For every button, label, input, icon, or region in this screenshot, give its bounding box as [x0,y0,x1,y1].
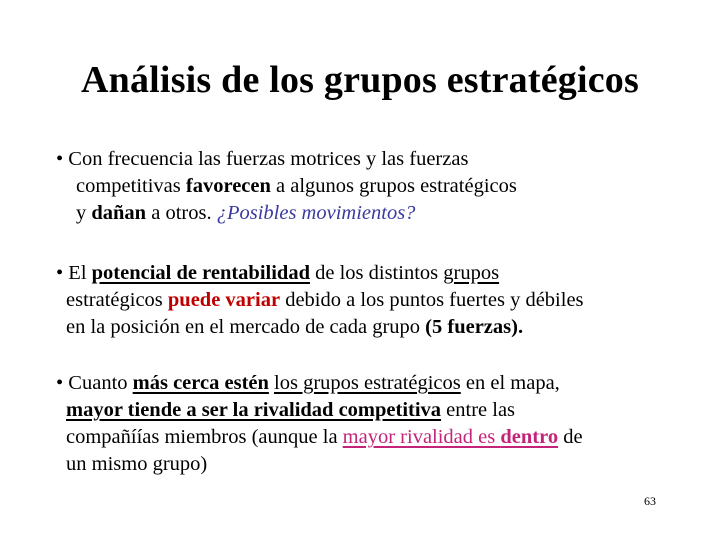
text-span: estratégicos [66,289,168,311]
bullet-1-line-1: • Con frecuencia las fuerzas motrices y las fuerzas [56,148,469,170]
bullet-2-line-2 [56,287,584,314]
text-span: debido a los puntos fuertes y débiles [280,289,584,311]
bullet-1 [56,146,517,227]
text-span: a algunos grupos estratégicos [270,175,517,197]
potencial-emphasis: potencial de rentabilidad [91,262,310,284]
text-span: a otros. [146,202,217,224]
bullet-1-line-3 [56,200,517,227]
bullet-2-line-3 [56,314,584,341]
text-span: en el mapa, [460,372,560,394]
question-text: ¿Posibles movimientos? [216,202,416,224]
cinco-fuerzas-emphasis: (5 fuerzas). [425,316,524,338]
bullet-3-line-4: un mismo grupo) [66,453,208,475]
bullet-1-line-2 [56,173,517,200]
page-number: 63 [644,494,656,508]
text-span: compañíías miembros (aunque la [66,426,343,448]
mayor-rivalidad-highlight: mayor rivalidad es [342,426,501,448]
text-span: de [558,426,583,448]
text-span: • El [56,262,92,284]
text-span: entre las [441,399,516,421]
bullet-3 [56,370,583,478]
text-span: • Cuanto [56,372,133,394]
bullet-2 [56,260,584,341]
bullet-3-line-1 [56,370,583,397]
favorecen-emphasis: favorecen [185,175,271,197]
bullet-2-line-1 [56,260,584,287]
bullet-3-line-3 [56,424,583,451]
dentro-highlight: dentro [500,426,559,448]
mas-cerca-emphasis: más cerca estén [132,372,269,394]
puede-variar-emphasis: puede variar [167,289,281,311]
slide-title: Análisis de los grupos estratégicos [81,59,639,101]
grupos-underline: grupos [443,262,500,284]
rivalidad-emphasis: mayor tiende a ser la rivalidad competitiva [66,399,442,421]
text-span: de los distintos [309,262,444,284]
text-span: competitivas [76,175,186,197]
danan-emphasis: dañan [91,202,147,224]
grupos-estrategicos-underline: los grupos estratégicos [274,372,461,394]
text-span: en la posición en el mercado de cada grupo [66,316,426,338]
text-span: y [76,202,92,224]
bullet-3-line-2 [56,397,583,424]
